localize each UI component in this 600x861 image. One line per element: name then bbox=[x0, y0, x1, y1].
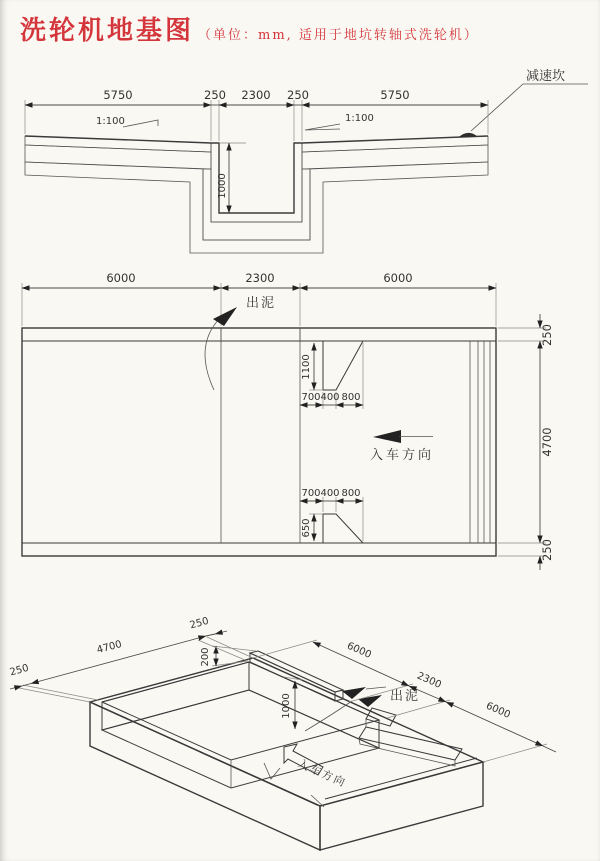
speed-bump-label: 减速坎 bbox=[526, 69, 566, 84]
dim-1000: 1000 bbox=[217, 173, 228, 199]
lower-buttress bbox=[323, 514, 363, 543]
mud-out-label-plan: 出泥 bbox=[246, 296, 277, 311]
mud-out-label-iso: 出泥 bbox=[390, 689, 421, 704]
dim-1100: 1100 bbox=[301, 354, 312, 380]
dim-700-upper: 700 bbox=[301, 392, 321, 403]
dim-4700: 4700 bbox=[540, 427, 554, 457]
title-subtitle: （单位：mm, 适用于地坑转轴式洗轮机） bbox=[198, 28, 479, 43]
entry-arrow-plan bbox=[373, 430, 401, 443]
plan-dim-chain-right bbox=[498, 314, 554, 570]
slope-mark-right bbox=[305, 113, 374, 130]
entry-annotation-plan bbox=[370, 430, 434, 463]
dim-6000-iso-left: 6000 bbox=[345, 640, 373, 661]
speed-bump-callout bbox=[471, 68, 588, 131]
entry-label-plan: 入车方向 bbox=[369, 448, 435, 463]
dim-800-lower: 800 bbox=[341, 488, 361, 499]
svg-text:1:100: 1:100 bbox=[96, 116, 125, 127]
speed-bump bbox=[460, 133, 476, 136]
iso-slab bbox=[90, 658, 483, 850]
dim-5750-left: 5750 bbox=[103, 88, 133, 102]
slope-mark-left bbox=[96, 116, 158, 127]
gravel-layer bbox=[25, 145, 488, 240]
iso-back-curb bbox=[250, 651, 343, 701]
entry-label-iso: 入车方向 bbox=[295, 756, 349, 790]
dim-250-bottom: 250 bbox=[540, 539, 554, 561]
dim-200: 200 bbox=[200, 647, 211, 667]
dim-2300-iso: 2300 bbox=[415, 670, 443, 691]
mud-out-annotation-plan bbox=[205, 295, 276, 390]
dim-700-lower: 700 bbox=[301, 488, 321, 499]
mud-out-arrow-iso-1 bbox=[342, 687, 366, 699]
dim-250-back: 250 bbox=[188, 615, 210, 632]
dim-5750-right: 5750 bbox=[380, 88, 410, 102]
dim-6000-right: 6000 bbox=[383, 271, 413, 285]
dim-650: 650 bbox=[301, 518, 312, 538]
section-dim-chain bbox=[25, 88, 488, 141]
upper-buttress bbox=[323, 341, 363, 390]
dim-6000-iso-right: 6000 bbox=[484, 700, 512, 721]
dim-400-upper: 400 bbox=[320, 392, 340, 403]
plan-wall-strips bbox=[22, 328, 496, 556]
dim-4700-iso: 4700 bbox=[95, 638, 124, 657]
entry-annotation-iso bbox=[284, 744, 349, 790]
dim-1000-iso: 1000 bbox=[281, 693, 292, 719]
dim-250-top: 250 bbox=[540, 324, 554, 346]
pit-depth-dim bbox=[217, 143, 246, 213]
concrete-layer bbox=[25, 136, 488, 222]
mud-out-arrow-iso-2 bbox=[358, 695, 382, 707]
iso-exit-channel-block bbox=[359, 708, 462, 766]
dim-2300-plan: 2300 bbox=[245, 271, 275, 285]
plan-view bbox=[22, 271, 554, 570]
upper-buttress-dims bbox=[300, 343, 363, 409]
dim-250-front: 250 bbox=[8, 662, 30, 679]
dim-400-lower: 400 bbox=[320, 488, 340, 499]
dim-6000-left: 6000 bbox=[106, 271, 136, 285]
svg-text:1:100: 1:100 bbox=[345, 113, 374, 124]
iso-curb-height-dim bbox=[200, 646, 256, 667]
title-main: 洗轮机地基图 bbox=[20, 16, 195, 46]
dim-2300: 2300 bbox=[241, 88, 271, 102]
earth-hatch-layer bbox=[25, 162, 488, 253]
cross-section-view bbox=[25, 68, 588, 253]
plan-outline bbox=[22, 328, 496, 556]
iso-pit bbox=[102, 662, 379, 788]
mud-out-arrow-plan bbox=[213, 307, 237, 326]
dim-250-left: 250 bbox=[204, 88, 226, 102]
dim-800-upper: 800 bbox=[341, 392, 361, 403]
dim-250-right: 250 bbox=[287, 88, 309, 102]
isometric-view bbox=[9, 616, 556, 850]
